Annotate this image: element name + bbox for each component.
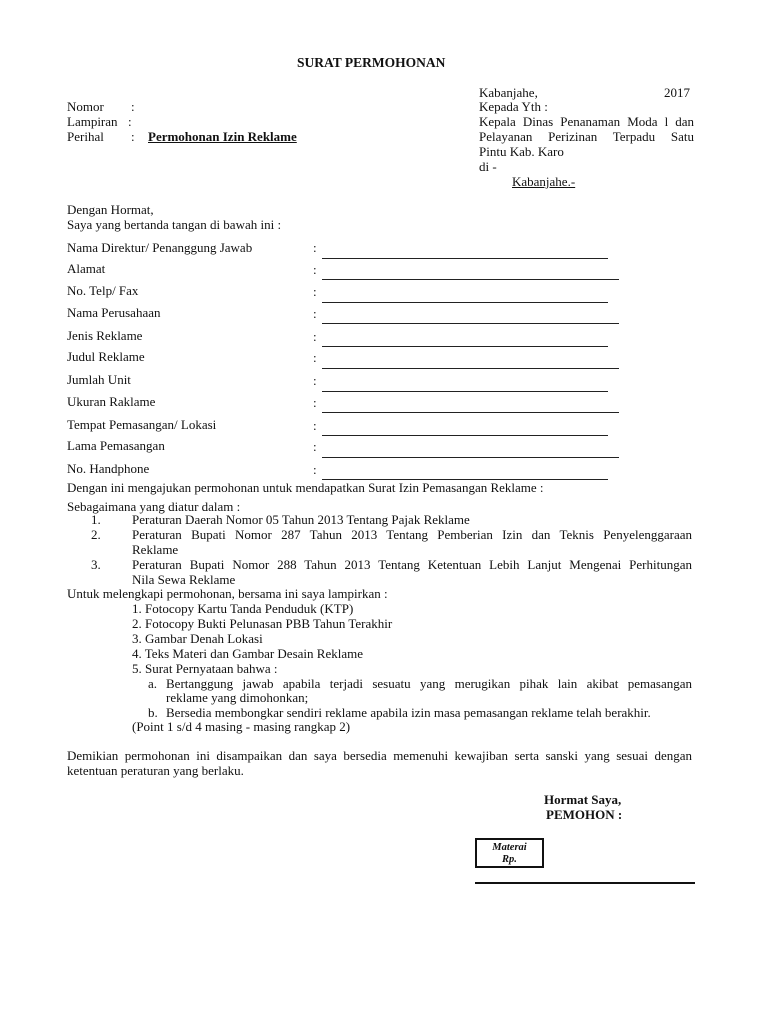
- field-label-judul-reklame: Judul Reklame: [67, 349, 145, 364]
- materai-stamp-box: [475, 838, 544, 868]
- letter-year: 2017: [664, 85, 690, 100]
- sub-item-a-cont: reklame yang dimohonkan;: [166, 690, 309, 705]
- recipient-line-2: Pelayanan Perizinan Terpadu Satu: [479, 129, 694, 144]
- field-colon: :: [313, 306, 317, 321]
- field-label-nama-direktur: Nama Direktur/ Penanggung Jawab: [67, 240, 253, 255]
- attachment-item: 3. Gambar Denah Lokasi: [132, 631, 263, 646]
- recipient-city: Kabanjahe.-: [512, 174, 576, 189]
- attachment-item: 5. Surat Pernyataan bahwa :: [132, 661, 278, 676]
- perihal-value: Permohonan Izin Reklame: [148, 129, 297, 144]
- recipient-line-1: Kepala Dinas Penanaman Moda l dan: [479, 114, 694, 129]
- intro-text: Saya yang bertanda tangan di bawah ini :: [67, 217, 282, 232]
- regulation-text: Peraturan Bupati Nomor 288 Tahun 2013 Tentang Ketentuan Lebih Lanjut Mengenai Perhitungan: [132, 557, 692, 572]
- sub-item-a: Bertanggung jawab apabila terjadi sesuatu yang merugikan pihak lain akibat pemasangan: [166, 676, 692, 691]
- regulation-text-cont: Reklame: [132, 542, 179, 557]
- attachment-item: 4. Teks Materi dan Gambar Desain Reklame: [132, 646, 363, 661]
- field-input-line[interactable]: [322, 412, 619, 413]
- field-colon: :: [313, 329, 317, 344]
- attachment-item: 1. Fotocopy Kartu Tanda Penduduk (KTP): [132, 601, 354, 616]
- field-label-jumlah-unit: Jumlah Unit: [67, 372, 131, 387]
- sub-item-b: Bersedia membongkar sendiri reklame apabila izin masa pemasangan reklame telah berakhir.: [166, 705, 651, 720]
- attachments-note: (Point 1 s/d 4 masing - masing rangkap 2): [132, 719, 351, 734]
- field-input-line[interactable]: [322, 346, 608, 347]
- field-label-handphone: No. Handphone: [67, 461, 150, 476]
- lampiran-label: Lampiran: [67, 114, 118, 129]
- perihal-colon: :: [131, 129, 135, 144]
- field-input-line[interactable]: [322, 279, 619, 280]
- lampiran-colon: :: [128, 114, 132, 129]
- regulation-num: 3.: [91, 557, 101, 572]
- regulation-text: Peraturan Daerah Nomor 05 Tahun 2013 Tentang Pajak Reklame: [132, 512, 470, 527]
- field-input-line[interactable]: [322, 258, 608, 259]
- field-label-lokasi: Tempat Pemasangan/ Lokasi: [67, 417, 217, 432]
- regulation-text-cont: Nila Sewa Reklame: [132, 572, 236, 587]
- letter-place: Kabanjahe,: [479, 85, 538, 100]
- regulation-num: 2.: [91, 527, 101, 542]
- field-label-jenis-reklame: Jenis Reklame: [67, 328, 143, 343]
- signature-line[interactable]: [475, 882, 695, 884]
- recipient-line-3: Pintu Kab. Karo: [479, 144, 564, 159]
- field-colon: :: [313, 240, 317, 255]
- field-colon: :: [313, 284, 317, 299]
- request-text: Dengan ini mengajukan permohonan untuk mendapatkan Surat Izin Pemasangan Reklame :: [67, 480, 544, 495]
- sub-item-label: b.: [148, 705, 158, 720]
- field-colon: :: [313, 439, 317, 454]
- nomor-label: Nomor: [67, 99, 104, 114]
- field-label-perusahaan: Nama Perusahaan: [67, 305, 161, 320]
- recipient-to: Kepada Yth :: [479, 99, 548, 114]
- field-input-line[interactable]: [322, 323, 619, 324]
- field-colon: :: [313, 462, 317, 477]
- signature-role: PEMOHON :: [546, 807, 623, 822]
- regulations-heading: Sebagaimana yang diatur dalam :: [67, 499, 241, 514]
- field-input-line[interactable]: [322, 302, 608, 303]
- stamp-line-1: Materai: [492, 842, 527, 853]
- field-colon: :: [313, 373, 317, 388]
- sub-item-label: a.: [148, 676, 158, 691]
- stamp-line-2: Rp.: [502, 854, 517, 865]
- nomor-colon: :: [131, 99, 135, 114]
- closing-line-1: Demikian permohonan ini disampaikan dan saya bersedia memenuhi kewajiban serta sanski yang sesuai dengan: [67, 748, 692, 763]
- field-input-line[interactable]: [322, 368, 619, 369]
- field-label-ukuran: Ukuran Raklame: [67, 394, 156, 409]
- field-label-lama: Lama Pemasangan: [67, 438, 165, 453]
- recipient-di: di -: [479, 159, 497, 174]
- closing-line-2: ketentuan peraturan yang berlaku.: [67, 763, 244, 778]
- greeting: Dengan Hormat,: [67, 202, 154, 217]
- signature-regards: Hormat Saya,: [544, 792, 622, 807]
- attachment-item: 2. Fotocopy Bukti Pelunasan PBB Tahun Terakhir: [132, 616, 393, 631]
- field-input-line[interactable]: [322, 457, 619, 458]
- field-input-line[interactable]: [322, 391, 608, 392]
- field-colon: :: [313, 395, 317, 410]
- regulation-text: Peraturan Bupati Nomor 287 Tahun 2013 Tentang Pemberian Izin dan Teknis Penyelenggaraan: [132, 527, 692, 542]
- attachments-heading: Untuk melengkapi permohonan, bersama ini saya lampirkan :: [67, 586, 388, 601]
- page-title: SURAT PERMOHONAN: [297, 55, 446, 70]
- field-colon: :: [313, 350, 317, 365]
- regulation-num: 1.: [91, 512, 101, 527]
- field-colon: :: [313, 418, 317, 433]
- field-colon: :: [313, 262, 317, 277]
- field-input-line[interactable]: [322, 435, 608, 436]
- field-label-telp: No. Telp/ Fax: [67, 283, 139, 298]
- perihal-label: Perihal: [67, 129, 104, 144]
- field-label-alamat: Alamat: [67, 261, 106, 276]
